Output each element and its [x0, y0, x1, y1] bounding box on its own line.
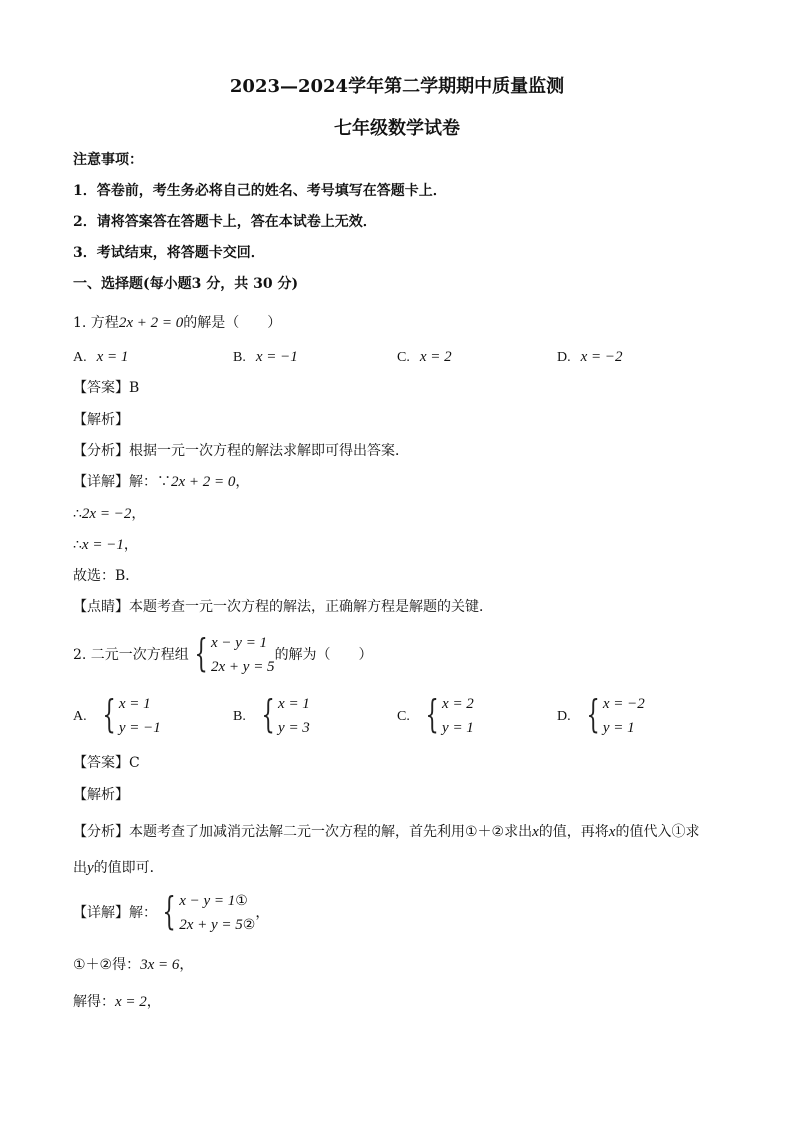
q1-step-2 — [73, 535, 138, 555]
brace-icon: { — [194, 631, 208, 675]
q1-detail-prefix: 【详解】解：∵ — [73, 474, 171, 490]
notice-item-1: 1．答卷前，考生务必将自己的姓名、考号填写在答题卡上． — [73, 183, 447, 199]
q1-fenxi: 【分析】根据一元一次方程的解法求解即可得出答案． — [73, 443, 409, 459]
notice-item-2: 2．请将答案答在答题卡上，答在本试卷上无效． — [73, 214, 377, 230]
q2-step-operation: ①＋② — [73, 957, 113, 973]
option-label: A. — [73, 709, 87, 724]
brace-icon: { — [261, 692, 275, 736]
option-label: C. — [397, 350, 410, 365]
q2-solve-text: 解得： — [73, 994, 115, 1010]
q2-fenxi-text: 的值，再将 — [538, 824, 609, 840]
q2-system-row-1: x − y = 1 — [211, 635, 268, 651]
option-row-1: x = 1 — [118, 696, 151, 712]
question-2 — [73, 631, 373, 679]
notice-item-3: 3．考试结束，将答题卡交回． — [73, 245, 265, 261]
q2-option-d — [557, 692, 645, 740]
q2-fenxi-var: y — [87, 860, 94, 876]
q1-prefix: 1. 方程 — [73, 315, 119, 331]
option-label: B. — [233, 709, 246, 724]
option-label: D. — [557, 350, 571, 365]
exam-title: 2023—2024学年第二学期期中质量监测 — [229, 76, 565, 97]
q2-fenxi-var: x — [532, 824, 539, 840]
q1-step-1-suffix: ， — [131, 506, 146, 522]
option-value: x = −2 — [580, 349, 623, 365]
q2-fenxi-line-2 — [73, 858, 164, 878]
q2-detail-prefix: 【详解】解： — [73, 905, 157, 921]
q1-option-a — [73, 347, 128, 368]
brace-icon: { — [162, 889, 176, 933]
q2-step-text: 得： — [112, 957, 141, 973]
q2-detail-row-1 — [179, 889, 255, 913]
q1-answer: 【答案】B — [73, 380, 140, 396]
q2-detail-eq-1: x − y = 1 — [179, 893, 236, 909]
q2-detail-eq-2: 2x + y = 5 — [179, 917, 243, 933]
question-1 — [73, 313, 281, 333]
q2-option-b — [233, 692, 310, 740]
q1-step-1 — [73, 504, 145, 524]
brace-icon: { — [102, 692, 116, 736]
option-label: D. — [557, 709, 571, 724]
q2-fenxi-text: 求出 — [504, 824, 533, 840]
q2-fenxi-line-1 — [73, 822, 699, 842]
option-row-2: y = −1 — [118, 720, 161, 736]
q1-dianjing: 【点睛】本题考查一元一次方程的解法，正确解方程是解题的关键． — [73, 599, 493, 615]
q2-step-equation: 3x = 6 — [140, 957, 180, 973]
q2-solve-equation: x = 2 — [115, 994, 147, 1010]
q2-system — [189, 631, 275, 679]
option-value: x = −1 — [255, 349, 298, 365]
therefore-symbol: ∴ — [73, 537, 82, 553]
brace-icon: { — [586, 692, 600, 736]
option-row-2: y = 1 — [442, 720, 474, 736]
q2-fenxi-operation: ①＋② — [465, 824, 505, 840]
q2-answer: 【答案】C — [73, 755, 140, 771]
q1-option-d — [557, 347, 623, 368]
q2-detail-row-2 — [179, 913, 255, 937]
q2-system-row-2: 2x + y = 5 — [211, 659, 275, 675]
q2-option-c — [397, 692, 474, 740]
option-value: x = 1 — [96, 349, 129, 365]
option-label: A. — [73, 350, 87, 365]
q1-suffix: 的解是（ ） — [183, 315, 282, 331]
circled-one-icon: ① — [235, 893, 248, 909]
q1-step-2-equation: x = −1 — [81, 537, 124, 553]
q2-solve-suffix: ， — [146, 994, 161, 1010]
option-label: B. — [233, 350, 246, 365]
notice-heading: 注意事项： — [73, 152, 143, 168]
q2-detail — [73, 889, 269, 937]
q1-option-c — [397, 347, 452, 368]
q2-fenxi-text: 的值代入①求 — [615, 824, 700, 840]
option-value: x = 2 — [419, 349, 452, 365]
section-heading: 一、选择题(每小题3 分，共 30 分) — [73, 276, 299, 292]
option-row-1: x = 2 — [442, 696, 474, 712]
option-row-1: x = −2 — [602, 696, 645, 712]
q2-suffix: 的解为（ ） — [274, 647, 373, 663]
q1-step-2-suffix: ， — [123, 537, 138, 553]
q1-choose: 故选：B． — [73, 568, 140, 584]
q2-solve — [73, 992, 161, 1012]
q2-option-a — [73, 692, 161, 740]
q2-prefix: 2. 二元一次方程组 — [73, 647, 189, 663]
q1-detail — [73, 472, 249, 492]
q2-detail-system — [157, 889, 255, 937]
q2-fenxi-text: 出 — [73, 860, 87, 876]
option-row-2: y = 1 — [602, 720, 635, 736]
q2-step-suffix: ， — [179, 957, 194, 973]
q2-analysis-tag: 【解析】 — [73, 787, 129, 803]
option-label: C. — [397, 709, 410, 724]
q2-fenxi-var: x — [608, 824, 616, 840]
q2-detail-suffix: ， — [255, 905, 270, 921]
circled-two-icon: ② — [242, 917, 256, 933]
q1-detail-suffix: ， — [235, 474, 250, 490]
q1-detail-equation: 2x + 2 = 0 — [171, 474, 236, 490]
therefore-symbol: ∴ — [73, 506, 82, 522]
q2-fenxi-text: 的值即可． — [93, 860, 164, 876]
q1-equation: 2x + 2 = 0 — [118, 315, 184, 331]
option-row-2: y = 3 — [278, 720, 310, 736]
q1-step-1-equation: 2x = −2 — [81, 506, 132, 522]
exam-subtitle: 七年级数学试卷 — [334, 118, 460, 139]
option-row-1: x = 1 — [278, 696, 310, 712]
q2-fenxi-text: 【分析】本题考查了加减消元法解二元一次方程的解，首先利用 — [73, 824, 465, 840]
brace-icon: { — [425, 692, 439, 736]
q1-option-b — [233, 347, 298, 368]
q1-analysis-tag: 【解析】 — [73, 412, 129, 428]
q2-step — [73, 955, 193, 975]
